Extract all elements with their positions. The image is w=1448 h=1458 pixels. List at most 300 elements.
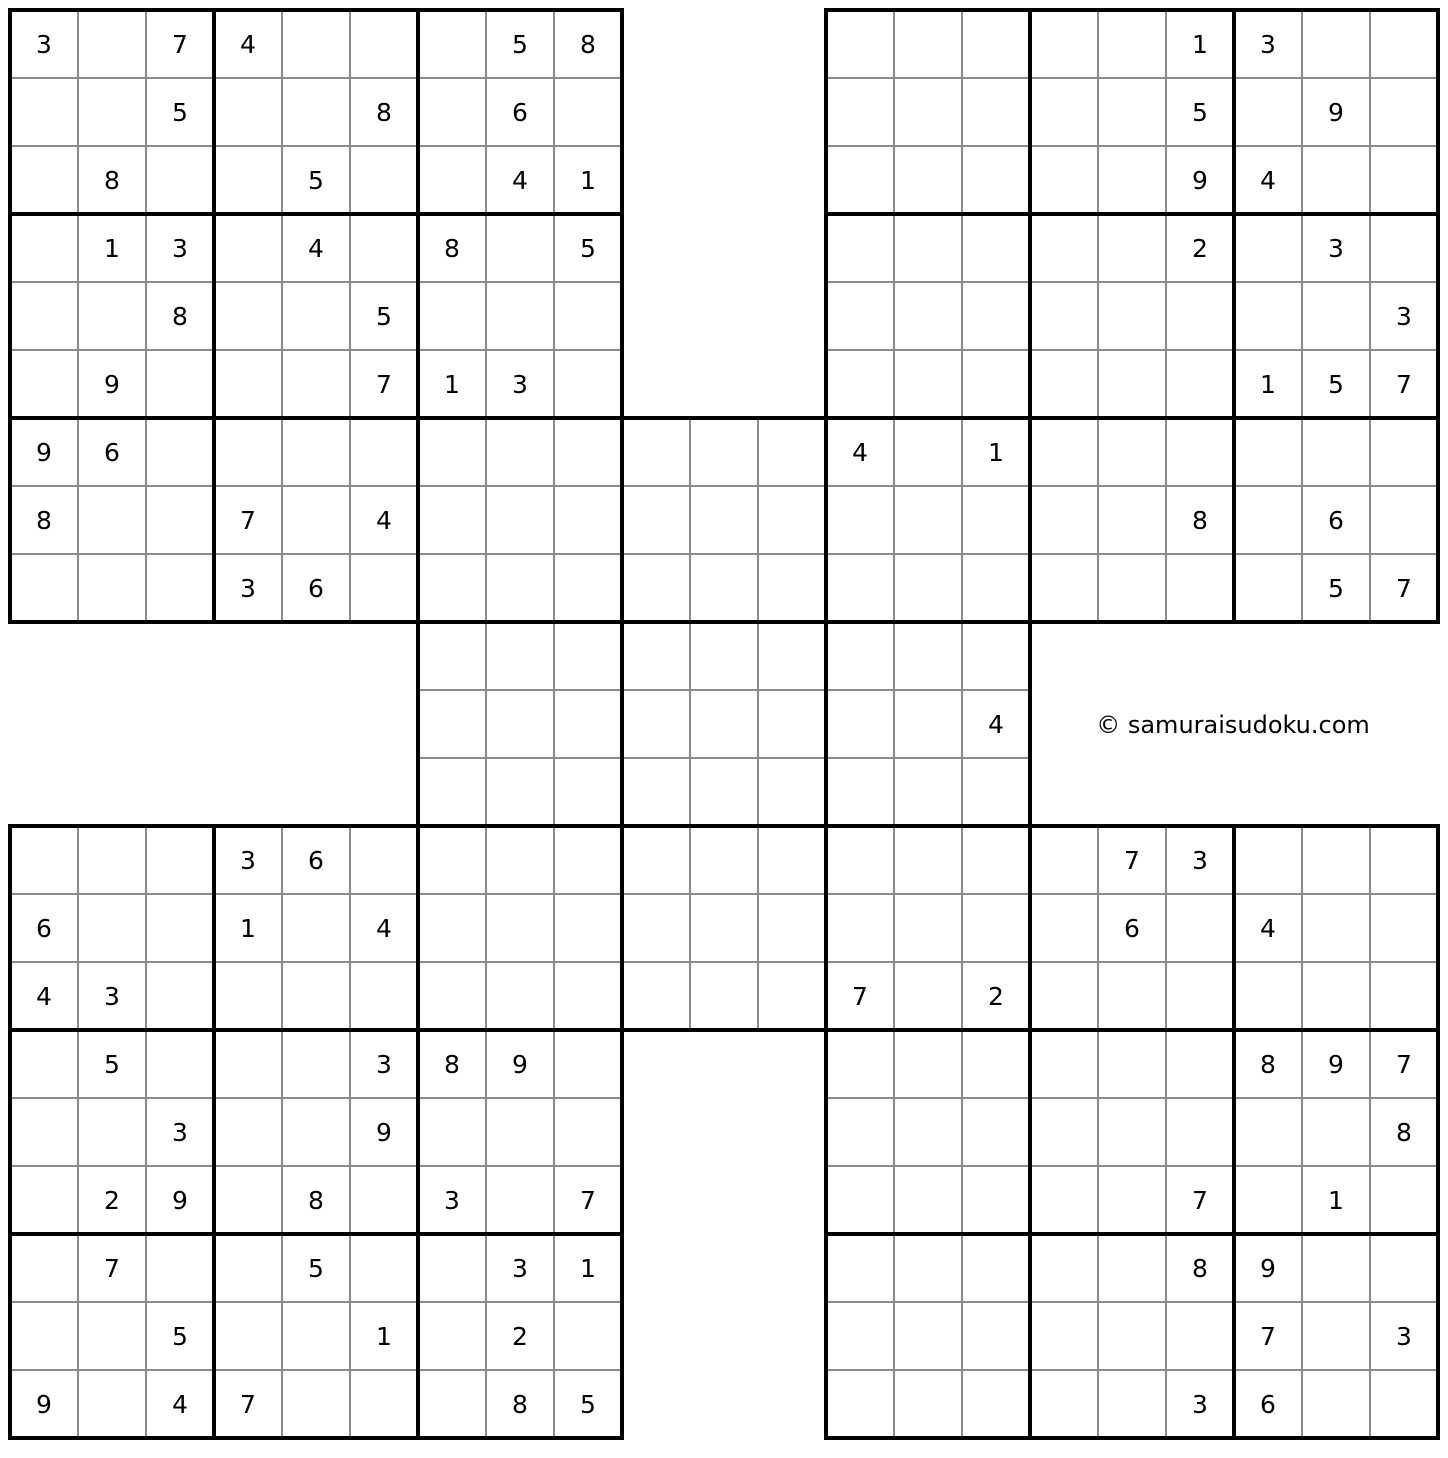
sudoku-cell[interactable] xyxy=(350,418,418,486)
sudoku-cell[interactable] xyxy=(1234,1098,1302,1166)
sudoku-cell[interactable] xyxy=(962,1234,1030,1302)
sudoku-cell[interactable] xyxy=(486,622,554,690)
sudoku-cell[interactable] xyxy=(894,282,962,350)
sudoku-cell[interactable] xyxy=(418,1370,486,1438)
sudoku-cell[interactable] xyxy=(1370,214,1438,282)
sudoku-cell[interactable] xyxy=(1030,1234,1098,1302)
sudoku-cell[interactable] xyxy=(282,486,350,554)
sudoku-cell[interactable] xyxy=(826,622,894,690)
sudoku-cell[interactable] xyxy=(894,554,962,622)
sudoku-cell[interactable] xyxy=(826,1030,894,1098)
sudoku-cell[interactable] xyxy=(1302,1302,1370,1370)
sudoku-cell[interactable] xyxy=(622,894,690,962)
sudoku-cell[interactable] xyxy=(1030,418,1098,486)
sudoku-cell[interactable] xyxy=(826,894,894,962)
sudoku-cell[interactable] xyxy=(214,1098,282,1166)
sudoku-cell[interactable] xyxy=(894,214,962,282)
sudoku-cell[interactable] xyxy=(554,826,622,894)
sudoku-cell[interactable] xyxy=(1098,418,1166,486)
sudoku-cell[interactable] xyxy=(214,1166,282,1234)
sudoku-cell[interactable] xyxy=(1234,486,1302,554)
sudoku-cell[interactable] xyxy=(554,78,622,146)
sudoku-cell[interactable] xyxy=(146,350,214,418)
given-digit: 9 xyxy=(36,438,52,467)
sudoku-cell[interactable] xyxy=(1234,1166,1302,1234)
sudoku-cell[interactable] xyxy=(962,1030,1030,1098)
sudoku-cell[interactable] xyxy=(826,1098,894,1166)
sudoku-cell[interactable] xyxy=(622,690,690,758)
sudoku-cell[interactable] xyxy=(214,1234,282,1302)
sudoku-cell[interactable] xyxy=(1234,962,1302,1030)
sudoku-cell[interactable] xyxy=(894,962,962,1030)
sudoku-cell[interactable] xyxy=(282,962,350,1030)
sudoku-cell[interactable] xyxy=(962,146,1030,214)
sudoku-cell[interactable] xyxy=(78,894,146,962)
sudoku-cell[interactable] xyxy=(962,1370,1030,1438)
sudoku-cell[interactable] xyxy=(10,1030,78,1098)
given-digit: 9 xyxy=(1328,98,1344,127)
sudoku-cell[interactable] xyxy=(1098,486,1166,554)
sudoku-cell[interactable] xyxy=(146,1030,214,1098)
sudoku-cell[interactable] xyxy=(486,486,554,554)
sudoku-cell[interactable] xyxy=(962,758,1030,826)
sudoku-cell[interactable] xyxy=(1098,146,1166,214)
sudoku-cell[interactable] xyxy=(894,1302,962,1370)
sudoku-cell[interactable] xyxy=(282,894,350,962)
sudoku-cell[interactable] xyxy=(282,1098,350,1166)
sudoku-cell[interactable] xyxy=(1370,146,1438,214)
sudoku-cell[interactable] xyxy=(146,418,214,486)
sudoku-cell[interactable] xyxy=(554,350,622,418)
sudoku-cell[interactable] xyxy=(554,1302,622,1370)
sudoku-cell[interactable] xyxy=(962,350,1030,418)
sudoku-cell[interactable] xyxy=(894,10,962,78)
sudoku-cell[interactable] xyxy=(486,826,554,894)
sudoku-cell[interactable] xyxy=(826,826,894,894)
sudoku-cell[interactable] xyxy=(10,554,78,622)
sudoku-cell[interactable] xyxy=(418,554,486,622)
sudoku-cell[interactable] xyxy=(1030,486,1098,554)
sudoku-cell[interactable] xyxy=(418,1098,486,1166)
sudoku-cell[interactable] xyxy=(758,554,826,622)
sudoku-cell[interactable] xyxy=(758,826,826,894)
given-digit: 3 xyxy=(1192,1390,1208,1419)
sudoku-cell[interactable] xyxy=(690,894,758,962)
sudoku-cell[interactable] xyxy=(1370,1166,1438,1234)
sudoku-cell[interactable] xyxy=(1234,214,1302,282)
sudoku-cell[interactable] xyxy=(1370,826,1438,894)
given-digit: 8 xyxy=(36,506,52,535)
sudoku-cell[interactable] xyxy=(962,282,1030,350)
sudoku-cell[interactable] xyxy=(554,622,622,690)
sudoku-cell[interactable] xyxy=(418,146,486,214)
sudoku-cell[interactable] xyxy=(1098,554,1166,622)
sudoku-cell[interactable] xyxy=(350,10,418,78)
sudoku-cell[interactable] xyxy=(894,418,962,486)
sudoku-cell[interactable] xyxy=(894,1166,962,1234)
sudoku-cell[interactable] xyxy=(350,146,418,214)
sudoku-cell[interactable] xyxy=(282,350,350,418)
sudoku-cell[interactable] xyxy=(622,486,690,554)
sudoku-cell[interactable] xyxy=(962,78,1030,146)
sudoku-cell[interactable] xyxy=(282,1302,350,1370)
sudoku-cell[interactable] xyxy=(418,690,486,758)
given-digit: 4 xyxy=(852,438,868,467)
sudoku-cell[interactable] xyxy=(78,486,146,554)
sudoku-cell[interactable] xyxy=(1098,350,1166,418)
sudoku-cell[interactable] xyxy=(1234,418,1302,486)
sudoku-cell[interactable] xyxy=(758,690,826,758)
given-digit: 4 xyxy=(376,914,392,943)
sudoku-cell[interactable] xyxy=(418,486,486,554)
sudoku-cell[interactable] xyxy=(1098,282,1166,350)
sudoku-cell[interactable] xyxy=(554,554,622,622)
sudoku-cell[interactable] xyxy=(1234,554,1302,622)
sudoku-cell[interactable] xyxy=(10,1302,78,1370)
sudoku-cell[interactable] xyxy=(1030,214,1098,282)
sudoku-cell[interactable] xyxy=(78,826,146,894)
sudoku-cell[interactable] xyxy=(1030,826,1098,894)
sudoku-cell[interactable] xyxy=(214,418,282,486)
sudoku-cell[interactable] xyxy=(486,282,554,350)
sudoku-cell[interactable] xyxy=(962,1166,1030,1234)
sudoku-cell[interactable] xyxy=(1166,894,1234,962)
sudoku-cell[interactable] xyxy=(962,894,1030,962)
sudoku-cell[interactable] xyxy=(282,10,350,78)
sudoku-cell[interactable] xyxy=(622,554,690,622)
sudoku-cell[interactable] xyxy=(1098,1370,1166,1438)
sudoku-cell[interactable] xyxy=(894,826,962,894)
sudoku-cell[interactable] xyxy=(690,758,758,826)
sudoku-cell[interactable] xyxy=(418,758,486,826)
sudoku-cell[interactable] xyxy=(486,554,554,622)
sudoku-cell[interactable] xyxy=(826,146,894,214)
sudoku-cell[interactable] xyxy=(826,282,894,350)
sudoku-cell[interactable] xyxy=(962,622,1030,690)
sudoku-cell[interactable] xyxy=(1030,1098,1098,1166)
sudoku-cell[interactable] xyxy=(214,1030,282,1098)
sudoku-cell[interactable] xyxy=(10,1166,78,1234)
sudoku-cell[interactable] xyxy=(1030,10,1098,78)
sudoku-cell[interactable] xyxy=(554,758,622,826)
sudoku-cell[interactable] xyxy=(214,350,282,418)
sudoku-cell[interactable] xyxy=(1166,1098,1234,1166)
sudoku-cell[interactable] xyxy=(690,690,758,758)
sudoku-cell[interactable] xyxy=(690,418,758,486)
sudoku-cell[interactable] xyxy=(1098,1030,1166,1098)
sudoku-cell[interactable] xyxy=(1098,1166,1166,1234)
sudoku-cell[interactable] xyxy=(1098,10,1166,78)
given-digit: 8 xyxy=(444,234,460,263)
sudoku-cell[interactable] xyxy=(486,214,554,282)
sudoku-cell[interactable] xyxy=(690,962,758,1030)
sudoku-cell[interactable] xyxy=(214,214,282,282)
sudoku-cell[interactable] xyxy=(486,690,554,758)
sudoku-cell[interactable] xyxy=(894,1234,962,1302)
sudoku-cell[interactable] xyxy=(690,622,758,690)
sudoku-cell[interactable] xyxy=(1370,894,1438,962)
sudoku-cell[interactable] xyxy=(350,1370,418,1438)
sudoku-cell[interactable] xyxy=(758,418,826,486)
given-digit: 8 xyxy=(444,1050,460,1079)
sudoku-cell[interactable] xyxy=(1166,282,1234,350)
sudoku-cell[interactable] xyxy=(1030,350,1098,418)
sudoku-cell[interactable] xyxy=(1370,78,1438,146)
sudoku-cell[interactable] xyxy=(1030,554,1098,622)
sudoku-cell[interactable] xyxy=(418,282,486,350)
sudoku-cell[interactable] xyxy=(962,10,1030,78)
sudoku-cell[interactable] xyxy=(282,282,350,350)
sudoku-cell[interactable] xyxy=(10,826,78,894)
sudoku-cell[interactable] xyxy=(1370,962,1438,1030)
sudoku-cell[interactable] xyxy=(826,214,894,282)
given-digit: 5 xyxy=(1328,370,1344,399)
sudoku-cell[interactable] xyxy=(1030,78,1098,146)
sudoku-cell[interactable] xyxy=(622,418,690,486)
sudoku-cell[interactable] xyxy=(690,554,758,622)
sudoku-cell[interactable] xyxy=(894,486,962,554)
sudoku-cell[interactable] xyxy=(894,758,962,826)
sudoku-cell[interactable] xyxy=(554,282,622,350)
given-digit: 7 xyxy=(1260,1322,1276,1351)
sudoku-cell[interactable] xyxy=(1030,962,1098,1030)
sudoku-cell[interactable] xyxy=(1030,894,1098,962)
sudoku-cell[interactable] xyxy=(622,826,690,894)
sudoku-cell[interactable] xyxy=(282,418,350,486)
given-digit: 1 xyxy=(580,1254,596,1283)
sudoku-cell[interactable] xyxy=(962,214,1030,282)
sudoku-cell[interactable] xyxy=(1030,1302,1098,1370)
sudoku-cell[interactable] xyxy=(146,146,214,214)
given-digit: 4 xyxy=(1260,166,1276,195)
sudoku-cell[interactable] xyxy=(350,1166,418,1234)
sudoku-cell[interactable] xyxy=(1166,554,1234,622)
sudoku-cell[interactable] xyxy=(894,1370,962,1438)
sudoku-cell[interactable] xyxy=(78,1370,146,1438)
sudoku-cell[interactable] xyxy=(826,554,894,622)
sudoku-cell[interactable] xyxy=(1302,962,1370,1030)
sudoku-cell[interactable] xyxy=(146,486,214,554)
given-digit: 5 xyxy=(580,1390,596,1419)
sudoku-cell[interactable] xyxy=(1370,10,1438,78)
sudoku-cell[interactable] xyxy=(826,486,894,554)
sudoku-cell[interactable] xyxy=(78,78,146,146)
sudoku-cell[interactable] xyxy=(418,826,486,894)
sudoku-cell[interactable] xyxy=(826,10,894,78)
sudoku-cell[interactable] xyxy=(1098,1302,1166,1370)
sudoku-cell[interactable] xyxy=(1234,78,1302,146)
sudoku-cell[interactable] xyxy=(1030,1370,1098,1438)
sudoku-cell[interactable] xyxy=(418,78,486,146)
given-digit: 7 xyxy=(1124,846,1140,875)
given-digit: 9 xyxy=(36,1390,52,1419)
sudoku-cell[interactable] xyxy=(78,282,146,350)
sudoku-cell[interactable] xyxy=(486,962,554,1030)
sudoku-cell[interactable] xyxy=(1302,894,1370,962)
sudoku-cell[interactable] xyxy=(894,622,962,690)
sudoku-cell[interactable] xyxy=(826,758,894,826)
sudoku-cell[interactable] xyxy=(10,282,78,350)
sudoku-cell[interactable] xyxy=(214,146,282,214)
sudoku-cell[interactable] xyxy=(554,1098,622,1166)
sudoku-cell[interactable] xyxy=(1370,1234,1438,1302)
sudoku-cell[interactable] xyxy=(1370,1370,1438,1438)
sudoku-cell[interactable] xyxy=(486,1166,554,1234)
sudoku-cell[interactable] xyxy=(826,1302,894,1370)
sudoku-cell[interactable] xyxy=(758,486,826,554)
sudoku-cell[interactable] xyxy=(894,78,962,146)
sudoku-cell[interactable] xyxy=(1370,486,1438,554)
sudoku-cell[interactable] xyxy=(622,962,690,1030)
sudoku-cell[interactable] xyxy=(554,418,622,486)
sudoku-cell[interactable] xyxy=(1030,1030,1098,1098)
sudoku-cell[interactable] xyxy=(146,962,214,1030)
sudoku-cell[interactable] xyxy=(554,962,622,1030)
sudoku-cell[interactable] xyxy=(1098,1234,1166,1302)
sudoku-cell[interactable] xyxy=(1234,826,1302,894)
sudoku-cell[interactable] xyxy=(622,758,690,826)
sudoku-cell[interactable] xyxy=(758,962,826,1030)
given-digit: 5 xyxy=(308,166,324,195)
sudoku-cell[interactable] xyxy=(214,78,282,146)
sudoku-cell[interactable] xyxy=(350,826,418,894)
sudoku-cell[interactable] xyxy=(758,758,826,826)
sudoku-cell[interactable] xyxy=(826,1234,894,1302)
sudoku-cell[interactable] xyxy=(10,350,78,418)
sudoku-cell[interactable] xyxy=(146,1234,214,1302)
sudoku-cell[interactable] xyxy=(826,1370,894,1438)
sudoku-cell[interactable] xyxy=(1098,1098,1166,1166)
sudoku-cell[interactable] xyxy=(418,894,486,962)
sudoku-cell[interactable] xyxy=(894,894,962,962)
given-digit: 9 xyxy=(376,1118,392,1147)
sudoku-cell[interactable] xyxy=(962,486,1030,554)
sudoku-cell[interactable] xyxy=(350,962,418,1030)
sudoku-cell[interactable] xyxy=(486,418,554,486)
sudoku-cell[interactable] xyxy=(146,826,214,894)
sudoku-cell[interactable] xyxy=(146,554,214,622)
sudoku-cell[interactable] xyxy=(1166,1030,1234,1098)
given-digit: 4 xyxy=(512,166,528,195)
sudoku-cell[interactable] xyxy=(894,690,962,758)
sudoku-cell[interactable] xyxy=(418,418,486,486)
given-digit: 5 xyxy=(376,302,392,331)
sudoku-cell[interactable] xyxy=(10,214,78,282)
sudoku-cell[interactable] xyxy=(1098,962,1166,1030)
sudoku-cell[interactable] xyxy=(214,282,282,350)
sudoku-cell[interactable] xyxy=(1302,826,1370,894)
sudoku-cell[interactable] xyxy=(894,350,962,418)
sudoku-cell[interactable] xyxy=(894,1030,962,1098)
sudoku-cell[interactable] xyxy=(554,486,622,554)
sudoku-cell[interactable] xyxy=(690,486,758,554)
sudoku-cell[interactable] xyxy=(418,10,486,78)
sudoku-cell[interactable] xyxy=(10,1234,78,1302)
sudoku-cell[interactable] xyxy=(350,554,418,622)
sudoku-cell[interactable] xyxy=(1234,282,1302,350)
sudoku-cell[interactable] xyxy=(418,622,486,690)
sudoku-cell[interactable] xyxy=(826,1166,894,1234)
sudoku-cell[interactable] xyxy=(622,622,690,690)
sudoku-cell[interactable] xyxy=(962,1098,1030,1166)
sudoku-cell[interactable] xyxy=(826,690,894,758)
sudoku-cell[interactable] xyxy=(418,962,486,1030)
sudoku-cell[interactable] xyxy=(1030,146,1098,214)
given-digit: 1 xyxy=(1192,30,1208,59)
sudoku-cell[interactable] xyxy=(1030,1166,1098,1234)
sudoku-cell[interactable] xyxy=(962,554,1030,622)
sudoku-cell[interactable] xyxy=(1302,1098,1370,1166)
sudoku-cell[interactable] xyxy=(282,78,350,146)
given-digit: 5 xyxy=(580,234,596,263)
sudoku-cell[interactable] xyxy=(758,894,826,962)
sudoku-cell[interactable] xyxy=(78,10,146,78)
sudoku-cell[interactable] xyxy=(1098,78,1166,146)
sudoku-cell[interactable] xyxy=(78,554,146,622)
sudoku-cell[interactable] xyxy=(554,1030,622,1098)
sudoku-cell[interactable] xyxy=(486,1098,554,1166)
sudoku-cell[interactable] xyxy=(826,350,894,418)
sudoku-cell[interactable] xyxy=(962,1302,1030,1370)
given-digit: 2 xyxy=(1192,234,1208,263)
sudoku-cell[interactable] xyxy=(282,1030,350,1098)
sudoku-cell[interactable] xyxy=(894,1098,962,1166)
sudoku-cell[interactable] xyxy=(1302,146,1370,214)
sudoku-cell[interactable] xyxy=(1166,418,1234,486)
sudoku-cell[interactable] xyxy=(10,78,78,146)
sudoku-cell[interactable] xyxy=(1302,1234,1370,1302)
sudoku-cell[interactable] xyxy=(962,826,1030,894)
sudoku-cell[interactable] xyxy=(554,690,622,758)
sudoku-cell[interactable] xyxy=(78,1302,146,1370)
sudoku-cell[interactable] xyxy=(418,1302,486,1370)
given-digit: 7 xyxy=(1396,574,1412,603)
sudoku-cell[interactable] xyxy=(146,894,214,962)
sudoku-cell[interactable] xyxy=(350,1234,418,1302)
sudoku-cell[interactable] xyxy=(1030,282,1098,350)
sudoku-cell[interactable] xyxy=(214,962,282,1030)
sudoku-cell[interactable] xyxy=(1166,350,1234,418)
sudoku-cell[interactable] xyxy=(1302,1370,1370,1438)
sudoku-cell[interactable] xyxy=(282,1370,350,1438)
sudoku-cell[interactable] xyxy=(418,1234,486,1302)
sudoku-cell[interactable] xyxy=(690,826,758,894)
sudoku-cell[interactable] xyxy=(486,758,554,826)
given-digit: 1 xyxy=(376,1322,392,1351)
sudoku-cell[interactable] xyxy=(1302,282,1370,350)
sudoku-cell[interactable] xyxy=(758,622,826,690)
sudoku-cell[interactable] xyxy=(350,214,418,282)
given-digit: 8 xyxy=(172,302,188,331)
sudoku-cell[interactable] xyxy=(1098,214,1166,282)
given-digit: 8 xyxy=(1260,1050,1276,1079)
sudoku-cell[interactable] xyxy=(78,1098,146,1166)
sudoku-cell[interactable] xyxy=(826,78,894,146)
given-digit: 4 xyxy=(308,234,324,263)
sudoku-cell[interactable] xyxy=(1370,418,1438,486)
sudoku-cell[interactable] xyxy=(1302,418,1370,486)
sudoku-cell[interactable] xyxy=(214,1302,282,1370)
sudoku-cell[interactable] xyxy=(894,146,962,214)
sudoku-cell[interactable] xyxy=(1302,10,1370,78)
given-digit: 7 xyxy=(852,982,868,1011)
sudoku-cell[interactable] xyxy=(10,146,78,214)
sudoku-cell[interactable] xyxy=(1166,1302,1234,1370)
sudoku-cell[interactable] xyxy=(486,894,554,962)
sudoku-cell[interactable] xyxy=(10,1098,78,1166)
sudoku-cell[interactable] xyxy=(1166,962,1234,1030)
sudoku-cell[interactable] xyxy=(554,894,622,962)
